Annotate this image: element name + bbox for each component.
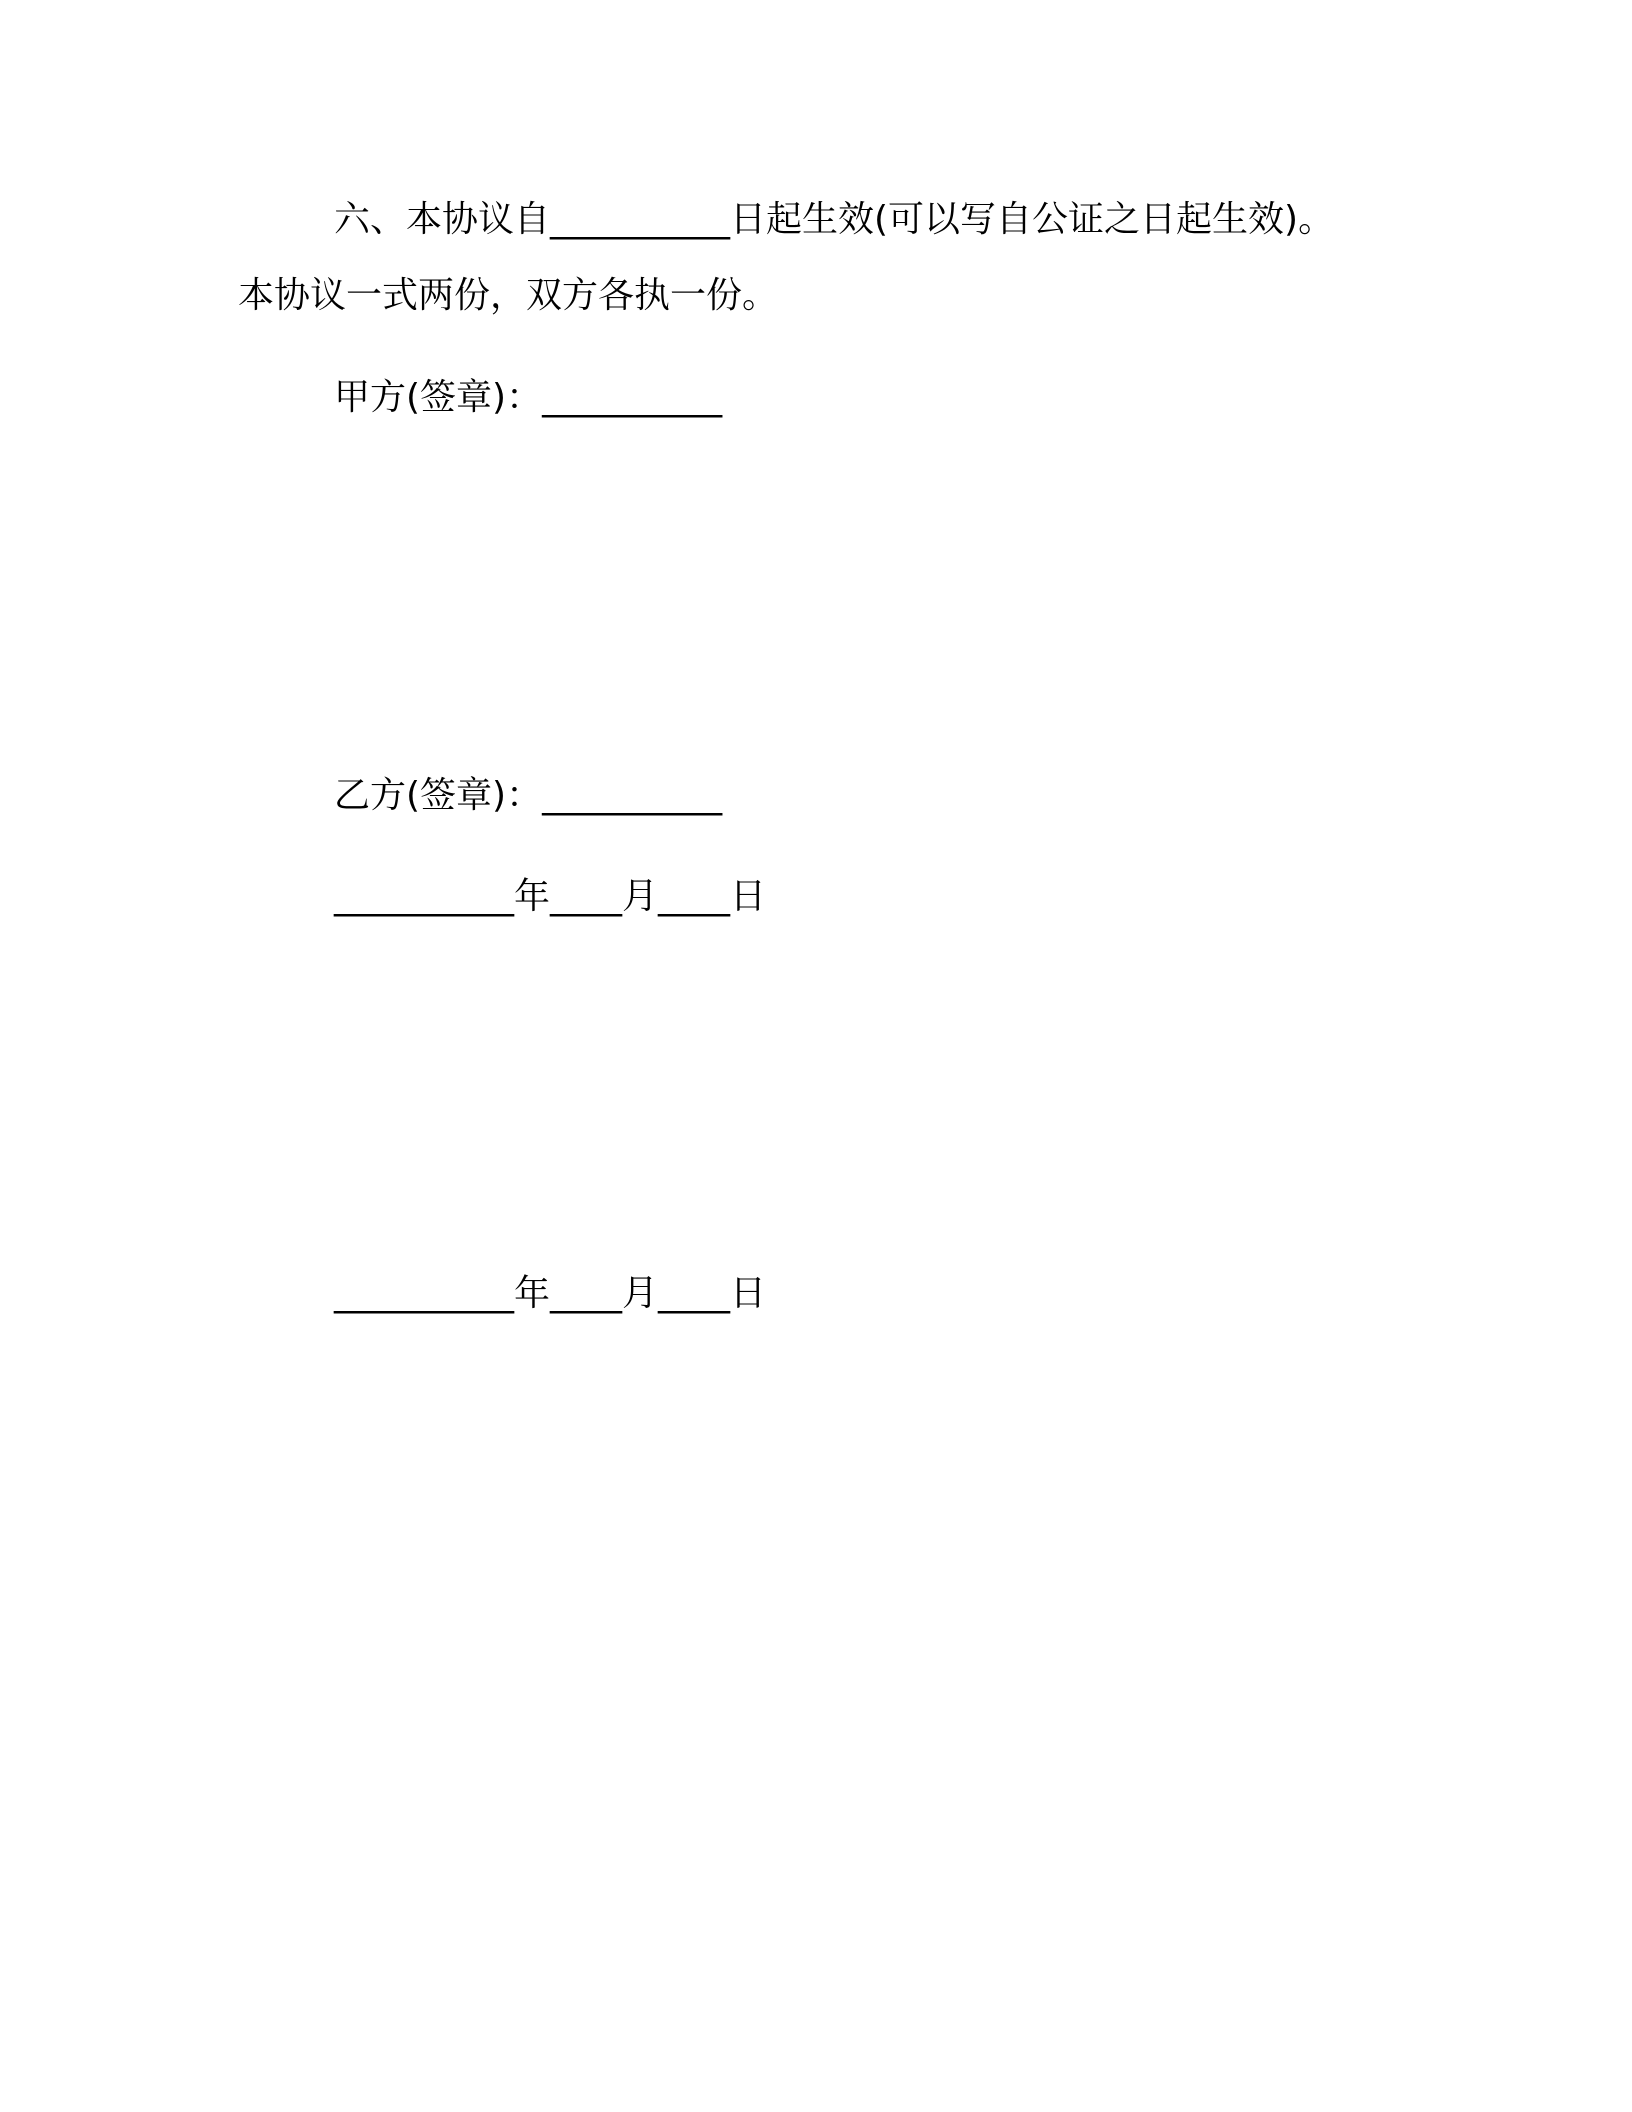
- party-b-signature-line: 乙方(签章)：__________: [334, 775, 723, 816]
- date-line-second: __________年____月____日: [334, 1273, 766, 1314]
- party-a-signature-line: 甲方(签章)：__________: [334, 377, 723, 418]
- date-line-party-b: __________年____月____日: [334, 876, 766, 917]
- clause-six-effective-date: 六、本协议自__________日起生效(可以写自公证之日起生效)。: [334, 199, 1335, 240]
- clause-six-copies: 本协议一式两份，双方各执一份。: [238, 275, 779, 316]
